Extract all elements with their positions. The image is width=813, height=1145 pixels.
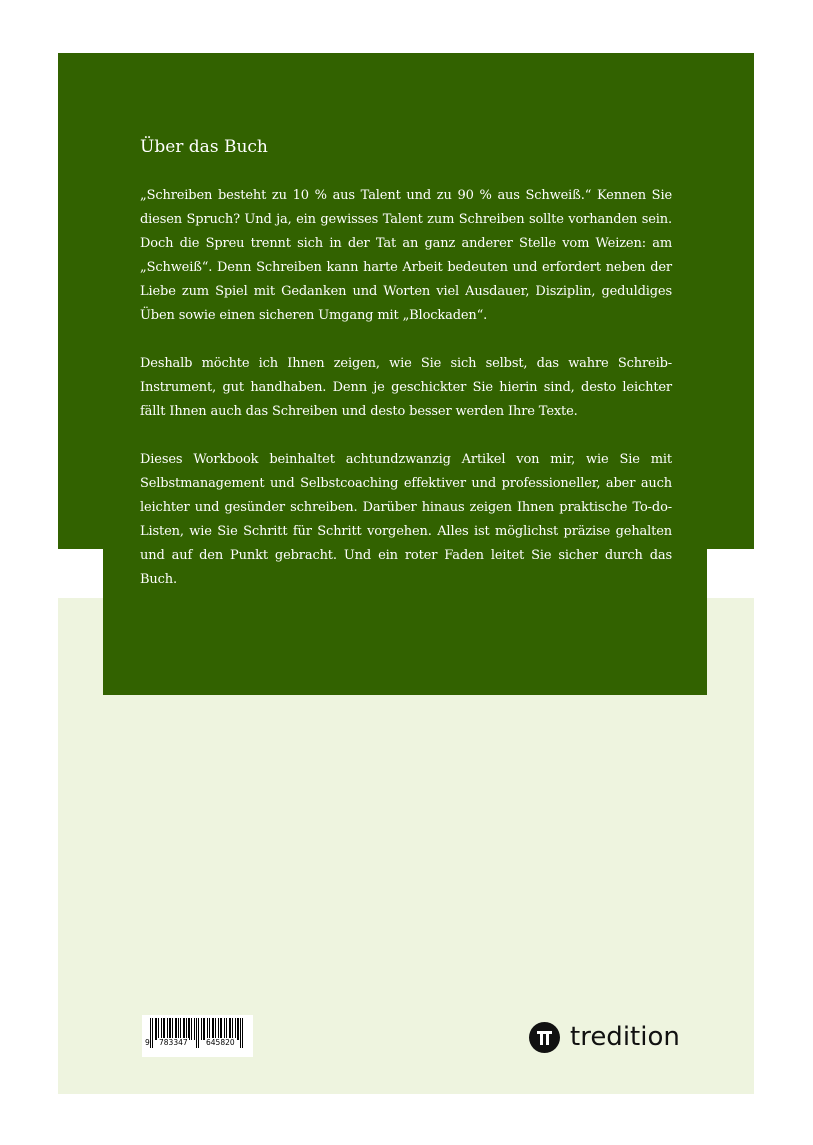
- barcode-first-digit: 9: [145, 1038, 150, 1047]
- blurb-paragraph-2: Deshalb möchte ich Ihnen zeigen, wie Sie sich selbst, das wahre Schreib-Instrument, gut handhaben. Denn je geschickter Sie hierin sind, desto leichter fällt Ihnen auch das Schreiben und desto besser werden Ihre Texte.: [140, 356, 672, 419]
- tredition-logo-icon: [529, 1022, 560, 1053]
- blurb-paragraph-3: Dieses Workbook beinhaltet achtundzwanzig Artikel von mir, wie Sie mit Selbstmanagement und Selbstcoaching effektiver und professioneller, aber auch leichter und gesünder schreiben. Darüber hinaus zeigen Ihnen praktische To-do-Listen, wie Sie Schritt für Schritt vorgehen. Alles ist möglichst präzise gehalten und auf den Punkt gebracht. Und ein roter Faden leitet Sie sicher durch das Buch.: [140, 452, 672, 587]
- publisher-name: tredition: [570, 1022, 680, 1052]
- barcode-left-digits: 783347: [159, 1038, 188, 1047]
- barcode-right-digits: 645820: [206, 1038, 235, 1047]
- section-heading: Über das Buch: [140, 137, 268, 157]
- blurb-section: [140, 135, 672, 616]
- blurb-paragraph-1: „Schreiben besteht zu 10 % aus Talent und zu 90 % aus Schweiß.“ Kennen Sie diesen Spruch? Und ja, ein gewisses Talent zum Schreiben sollte vorhanden sein. Doch die Spreu trennt sich in der Tat an ganz anderer Stelle vom Weizen: am „Schweiß“. Denn Schreiben kann harte Arbeit bedeuten und erfordert neben der Liebe zum Spiel mit Gedanken und Worten viel Ausdauer, Disziplin, geduldiges Üben sowie einen sicheren Umgang mit „Blockaden“.: [140, 188, 672, 323]
- isbn-barcode: [142, 1015, 253, 1057]
- publisher-logo: [529, 1020, 680, 1054]
- barcode-digits: [142, 1037, 253, 1051]
